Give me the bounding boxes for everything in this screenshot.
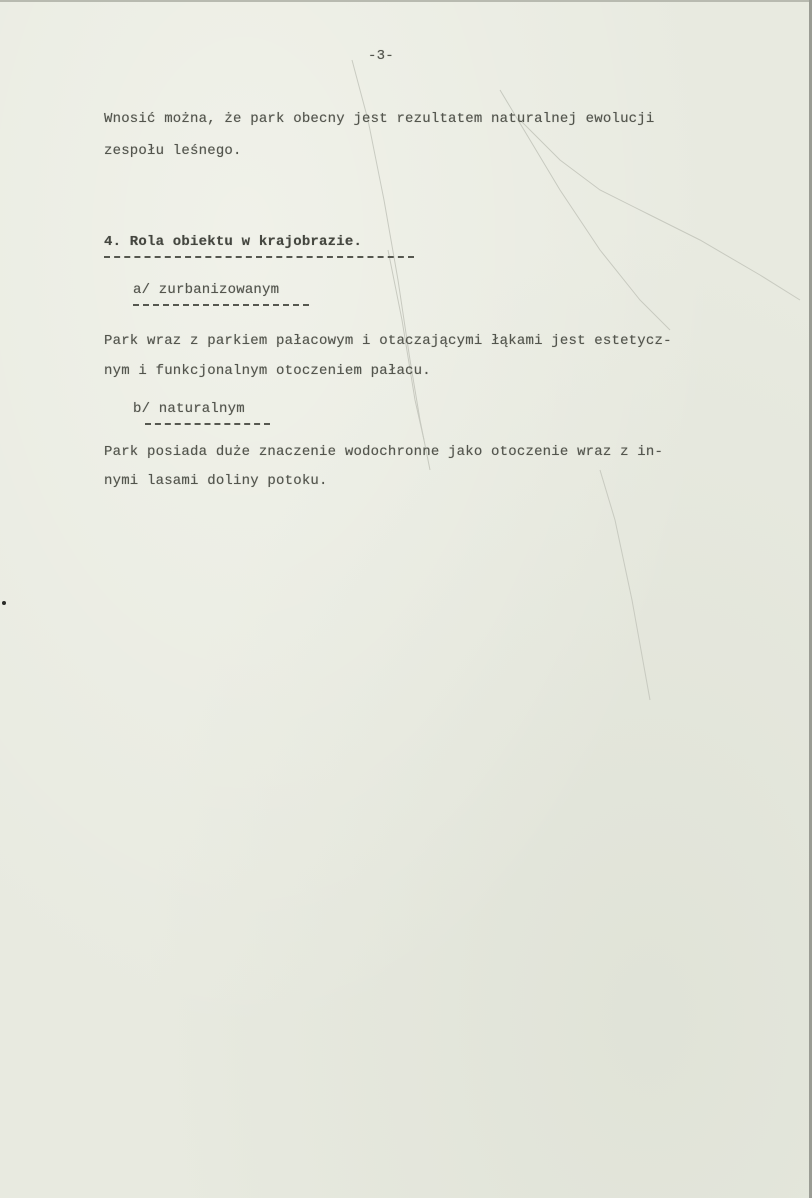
- margin-dot: [2, 601, 6, 605]
- subsection-label-a: a/ zurbanizowanym: [133, 282, 280, 298]
- page-top-edge: [0, 0, 812, 2]
- paragraph-line: nym i funkcjonalnym otoczeniem pałacu.: [104, 363, 431, 379]
- heading-underline: [104, 256, 414, 258]
- paragraph-line: nymi lasami doliny potoku.: [104, 473, 328, 489]
- paragraph-line: zespołu leśnego.: [104, 143, 242, 159]
- section-heading: 4. Rola obiektu w krajobrazie.: [104, 234, 363, 250]
- subsection-underline-b: [145, 423, 270, 425]
- subsection-underline-a: [133, 304, 309, 306]
- subsection-label-b: b/ naturalnym: [133, 401, 245, 417]
- page-number: -3-: [368, 48, 394, 64]
- paragraph-line: Wnosić można, że park obecny jest rezultatem naturalnej ewolucji: [104, 111, 655, 127]
- paragraph-line: Park posiada duże znaczenie wodochronne jako otoczenie wraz z in-: [104, 444, 664, 460]
- paragraph-line: Park wraz z parkiem pałacowym i otaczającymi łąkami jest estetycz-: [104, 333, 672, 349]
